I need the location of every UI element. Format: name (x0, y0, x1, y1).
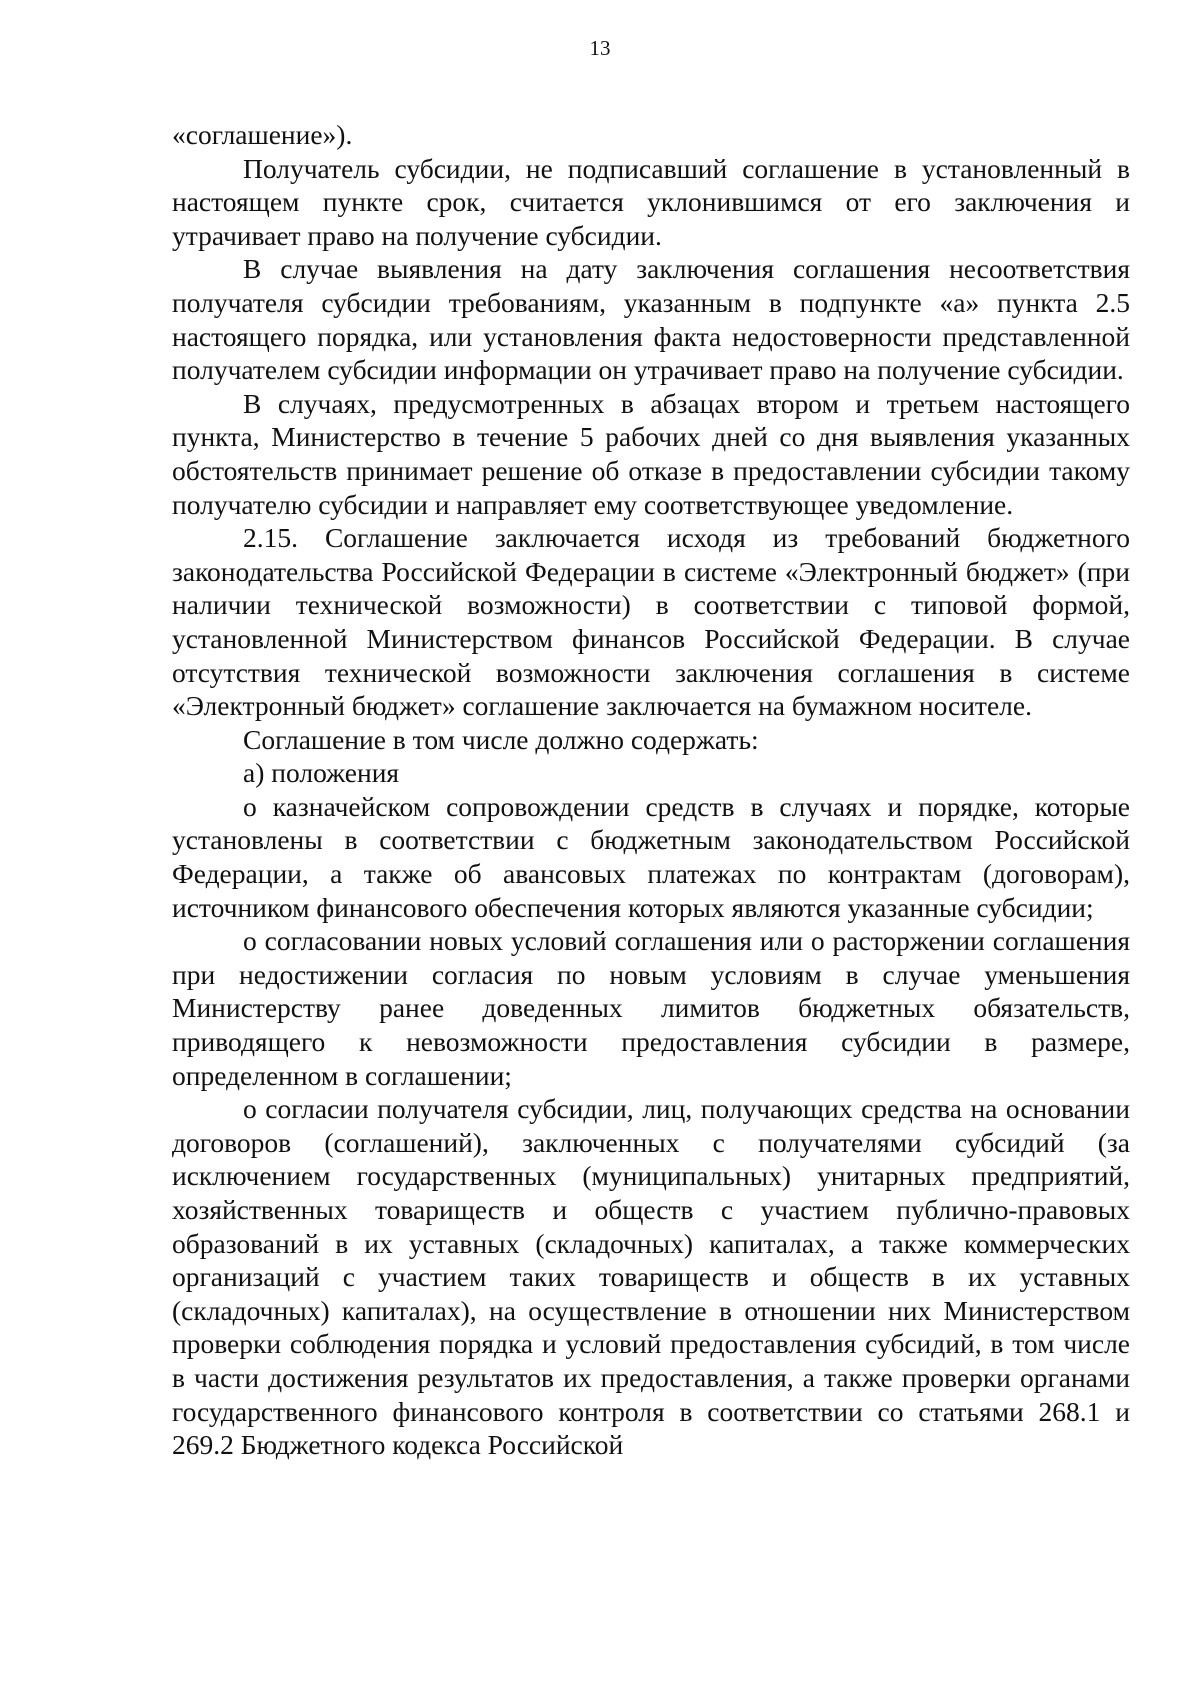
paragraph-nonconformity: В случае выявления на дату заключения соглашения несоответствия получателя субсидии требованиям, указанным в подпункте «а» пункта 2.5 настоящего порядка, или установления факта недостоверности представленной получателем субсидии информации он утрачивает право на получение субсидии. (172, 253, 1130, 386)
paragraph-new-conditions: о согласовании новых условий соглашения или о расторжении соглашения при недостижении согласия по новым условиям в случае уменьшения Министерству ранее доведенных лимитов бюджетных обязательств, приводящего к невозможности предоставления субсидии в размере, определенном в соглашении; (172, 925, 1130, 1091)
document-body (172, 118, 1130, 1462)
paragraph-refusal-decision: В случаях, предусмотренных в абзацах втором и третьем настоящего пункта, Министерство в течение 5 рабочих дней со дня выявления указанных обстоятельств принимает решение об отказе в предоставлении субсидии такому получателю субсидии и направляет ему соответствующее уведомление. (172, 387, 1130, 520)
paragraph-evasion: Получатель субсидии, не подписавший соглашение в установленный в настоящем пункте срок, считается уклонившимся от его заключения и утрачивает право на получение субсидии. (172, 152, 1130, 251)
paragraph-agreement-contents: Соглашение в том числе должно содержать: (243, 723, 759, 755)
paragraph-clause-2-15: 2.15. Соглашение заключается исходя из требований бюджетного законодательства Российской Федерации в системе «Электронный бюджет» (при наличии технической возможности) в соответствии с типовой формой, установленной Министерством финансов Российской Федерации. В случае отсутствия технической возможности заключения соглашения в системе «Электронный бюджет» соглашение заключается на бумажном носителе. (172, 522, 1130, 722)
paragraph-consent-inspection: о согласии получателя субсидии, лиц, получающих средства на основании договоров (соглашений), заключенных с получателями субсидий (за исключением государственных (муниципальных) унитарных предприятий, хозяйственных товариществ и обществ с участием публично-правовых образований в их уставных (складочных) капиталах, а также коммерческих организаций с участием таких товариществ и обществ в их уставных (складочных) капиталах), на осуществление в отношении них Министерством проверки соблюдения порядка и условий предоставления субсидий, в том числе в части достижения результатов их предоставления, а также проверки органами государственного финансового контроля в соответствии со статьями 268.1 и 269.2 Бюджетного кодекса Российской (172, 1093, 1130, 1461)
paragraph-treasury-support: о казначейском сопровождении средств в случаях и порядке, которые установлены в соответствии с бюджетным законодательством Российской Федерации, а также об авансовых платежах по контрактам (договорам), источником финансового обеспечения которых являются указанные субсидии; (172, 790, 1130, 923)
page-number: 13 (589, 36, 611, 60)
paragraph-continuation: «соглашение»). (172, 119, 353, 150)
paragraph-subitem-a: а) положения (243, 757, 400, 789)
